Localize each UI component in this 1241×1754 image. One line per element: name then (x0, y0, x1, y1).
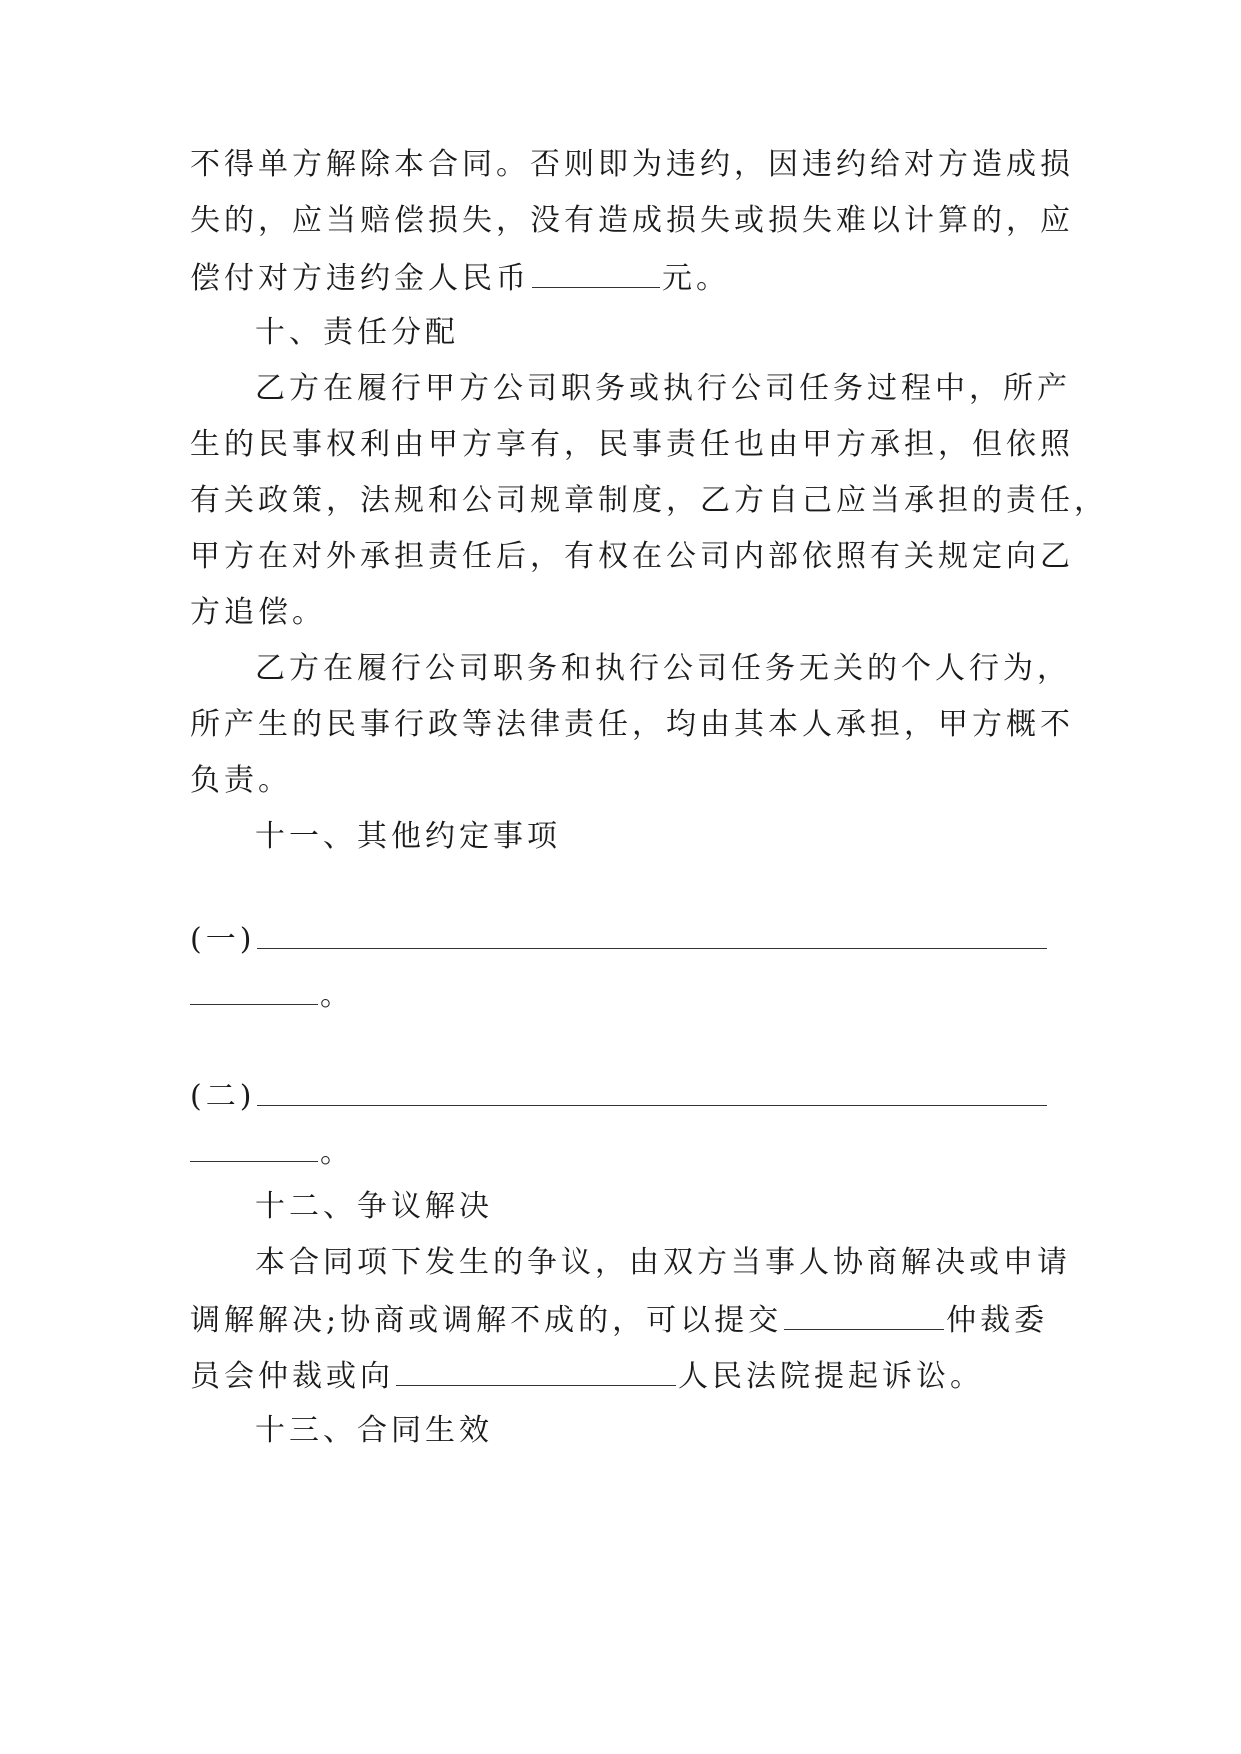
agreement-item-2-continuation (190, 1131, 1070, 1171)
fill-in-blank (257, 918, 1047, 949)
fill-in-blank (532, 257, 660, 288)
section-heading-10: 十、责任分配 (255, 315, 459, 350)
paragraph-line: 所产生的民事行政等法律责任，均由其本人承担，甲方概不 (190, 707, 1074, 742)
text-segment: 人民法院提起诉讼。 (678, 1359, 984, 1394)
item-label: (二) (190, 1079, 256, 1114)
paragraph-line: 负责。 (190, 763, 292, 798)
text-segment: 员会仲裁或向 (190, 1359, 394, 1394)
paragraph-line: 有关政策，法规和公司规章制度，乙方自己应当承担的责任， (190, 483, 1108, 518)
text-segment: 元。 (662, 261, 730, 296)
paragraph-line (190, 257, 1070, 297)
text-segment: 仲裁委 (946, 1303, 1049, 1338)
text-segment: 。 (320, 1135, 354, 1170)
paragraph-line (190, 1299, 1070, 1339)
section-heading-12: 十二、争议解决 (255, 1189, 493, 1224)
fill-in-blank (190, 1131, 318, 1162)
fill-in-blank (190, 974, 318, 1005)
agreement-item-2 (190, 1075, 1070, 1115)
paragraph-line: 不得单方解除本合同。否则即为违约，因违约给对方造成损 (190, 147, 1074, 182)
fill-in-blank (396, 1355, 676, 1386)
paragraph-line (190, 1355, 1070, 1395)
fill-in-blank (257, 1075, 1047, 1106)
paragraph-line: 失的，应当赔偿损失，没有造成损失或损失难以计算的，应 (190, 203, 1074, 238)
paragraph-line: 甲方在对外承担责任后，有权在公司内部依照有关规定向乙 (190, 539, 1074, 574)
paragraph-line: 方追偿。 (190, 595, 326, 630)
paragraph-line: 乙方在履行甲方公司职务或执行公司任务过程中，所产 (255, 371, 1071, 406)
paragraph-line: 本合同项下发生的争议，由双方当事人协商解决或申请 (255, 1245, 1071, 1280)
section-heading-13: 十三、合同生效 (255, 1413, 493, 1448)
paragraph-line: 乙方在履行公司职务和执行公司任务无关的个人行为， (255, 651, 1071, 686)
agreement-item-1-continuation (190, 974, 1070, 1014)
text-segment: 偿付对方违约金人民币 (190, 261, 530, 296)
text-segment: 。 (320, 978, 354, 1013)
paragraph-line: 生的民事权利由甲方享有，民事责任也由甲方承担，但依照 (190, 427, 1074, 462)
text-segment: 调解解决;协商或调解不成的，可以提交 (190, 1303, 783, 1338)
fill-in-blank (784, 1299, 944, 1330)
agreement-item-1 (190, 918, 1070, 958)
item-label: (一) (190, 922, 256, 957)
section-heading-11: 十一、其他约定事项 (255, 819, 561, 854)
